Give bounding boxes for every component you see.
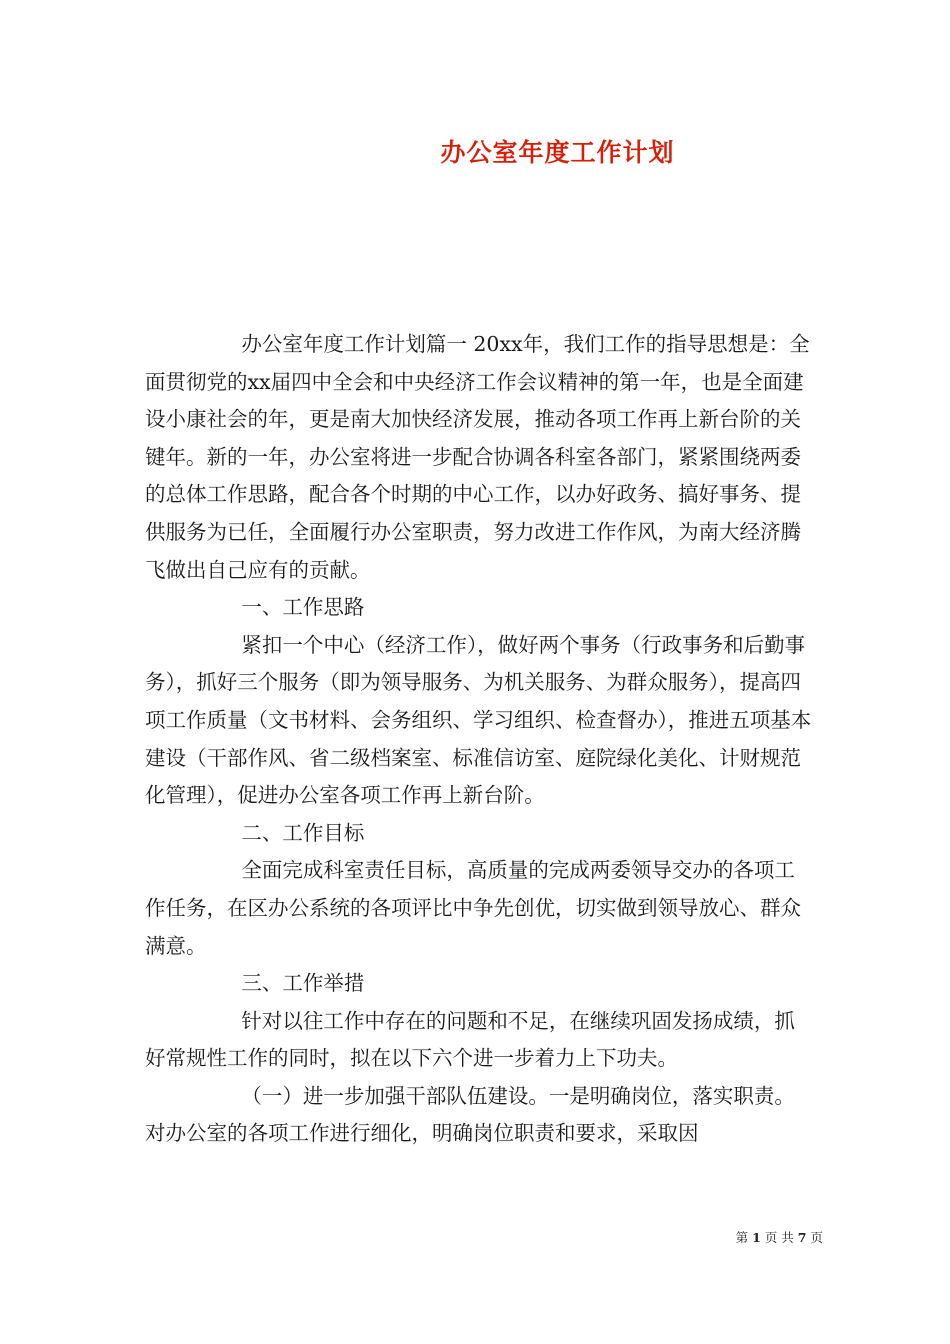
section-heading: 一、工作思路 — [241, 595, 365, 620]
paragraph: 针对以往工作中存在的问题和不足，在继续巩固发扬成绩，抓好常规性工作的同时，拟在以下六个进一步着力上下功夫。 — [145, 1008, 795, 1071]
paragraph: 办公室年度工作计划篇一 20xx年，我们工作的指导思想是：全面贯彻党的xx届四中全会和中央经济工作会议精神的第一年，也是全面建设小康社会的年，更是南大加快经济发展，推动各项工作再上新台阶的关键年。新的一年，办公室将进一步配合协调各科室各部门，紧紧围绕两委的总体工作思路，配合各个时期的中心工作，以办好政务、搞好事务、提供服务为已任，全面履行办公室职责，努力改进工作作风，为南大经济腾飞做出自己应有的贡献。 — [145, 332, 810, 582]
total-page-count: 7 — [797, 1230, 807, 1245]
footer-suffix: 页 — [810, 1230, 823, 1245]
paragraph: 全面完成科室责任目标，高质量的完成两委领导交办的各项工作任务，在区办公系统的各项评比中争先创优，切实做到领导放心、群众满意。 — [145, 858, 801, 958]
paragraph: （一）进一步加强干部队伍建设。一是明确岗位，落实职责。对办公室的各项工作进行细化，明确岗位职责和要求，采取因 — [145, 1083, 795, 1146]
footer-prefix: 第 — [735, 1230, 749, 1245]
current-page-number: 1 — [752, 1230, 761, 1245]
paragraph: 紧扣一个中心（经济工作），做好两个事务（行政事务和后勤事务），抓好三个服务（即为领导服务、为机关服务、为群众服务），提高四项工作质量（文书材料、会务组织、学习组织、检查督办），推进五项基本建设（干部作风、省二级档案室、标准信访室、庭院绿化美化、计财规范化管理），促进办公室各项工作再上新台阶。 — [145, 632, 812, 808]
section-heading: 二、工作目标 — [241, 820, 365, 845]
document-body — [145, 326, 813, 1153]
page-footer — [0, 1228, 823, 1246]
document-title: 办公室年度工作计划 — [440, 138, 675, 167]
section-heading: 三、工作举措 — [241, 971, 365, 996]
footer-middle: 页 共 — [764, 1230, 794, 1245]
